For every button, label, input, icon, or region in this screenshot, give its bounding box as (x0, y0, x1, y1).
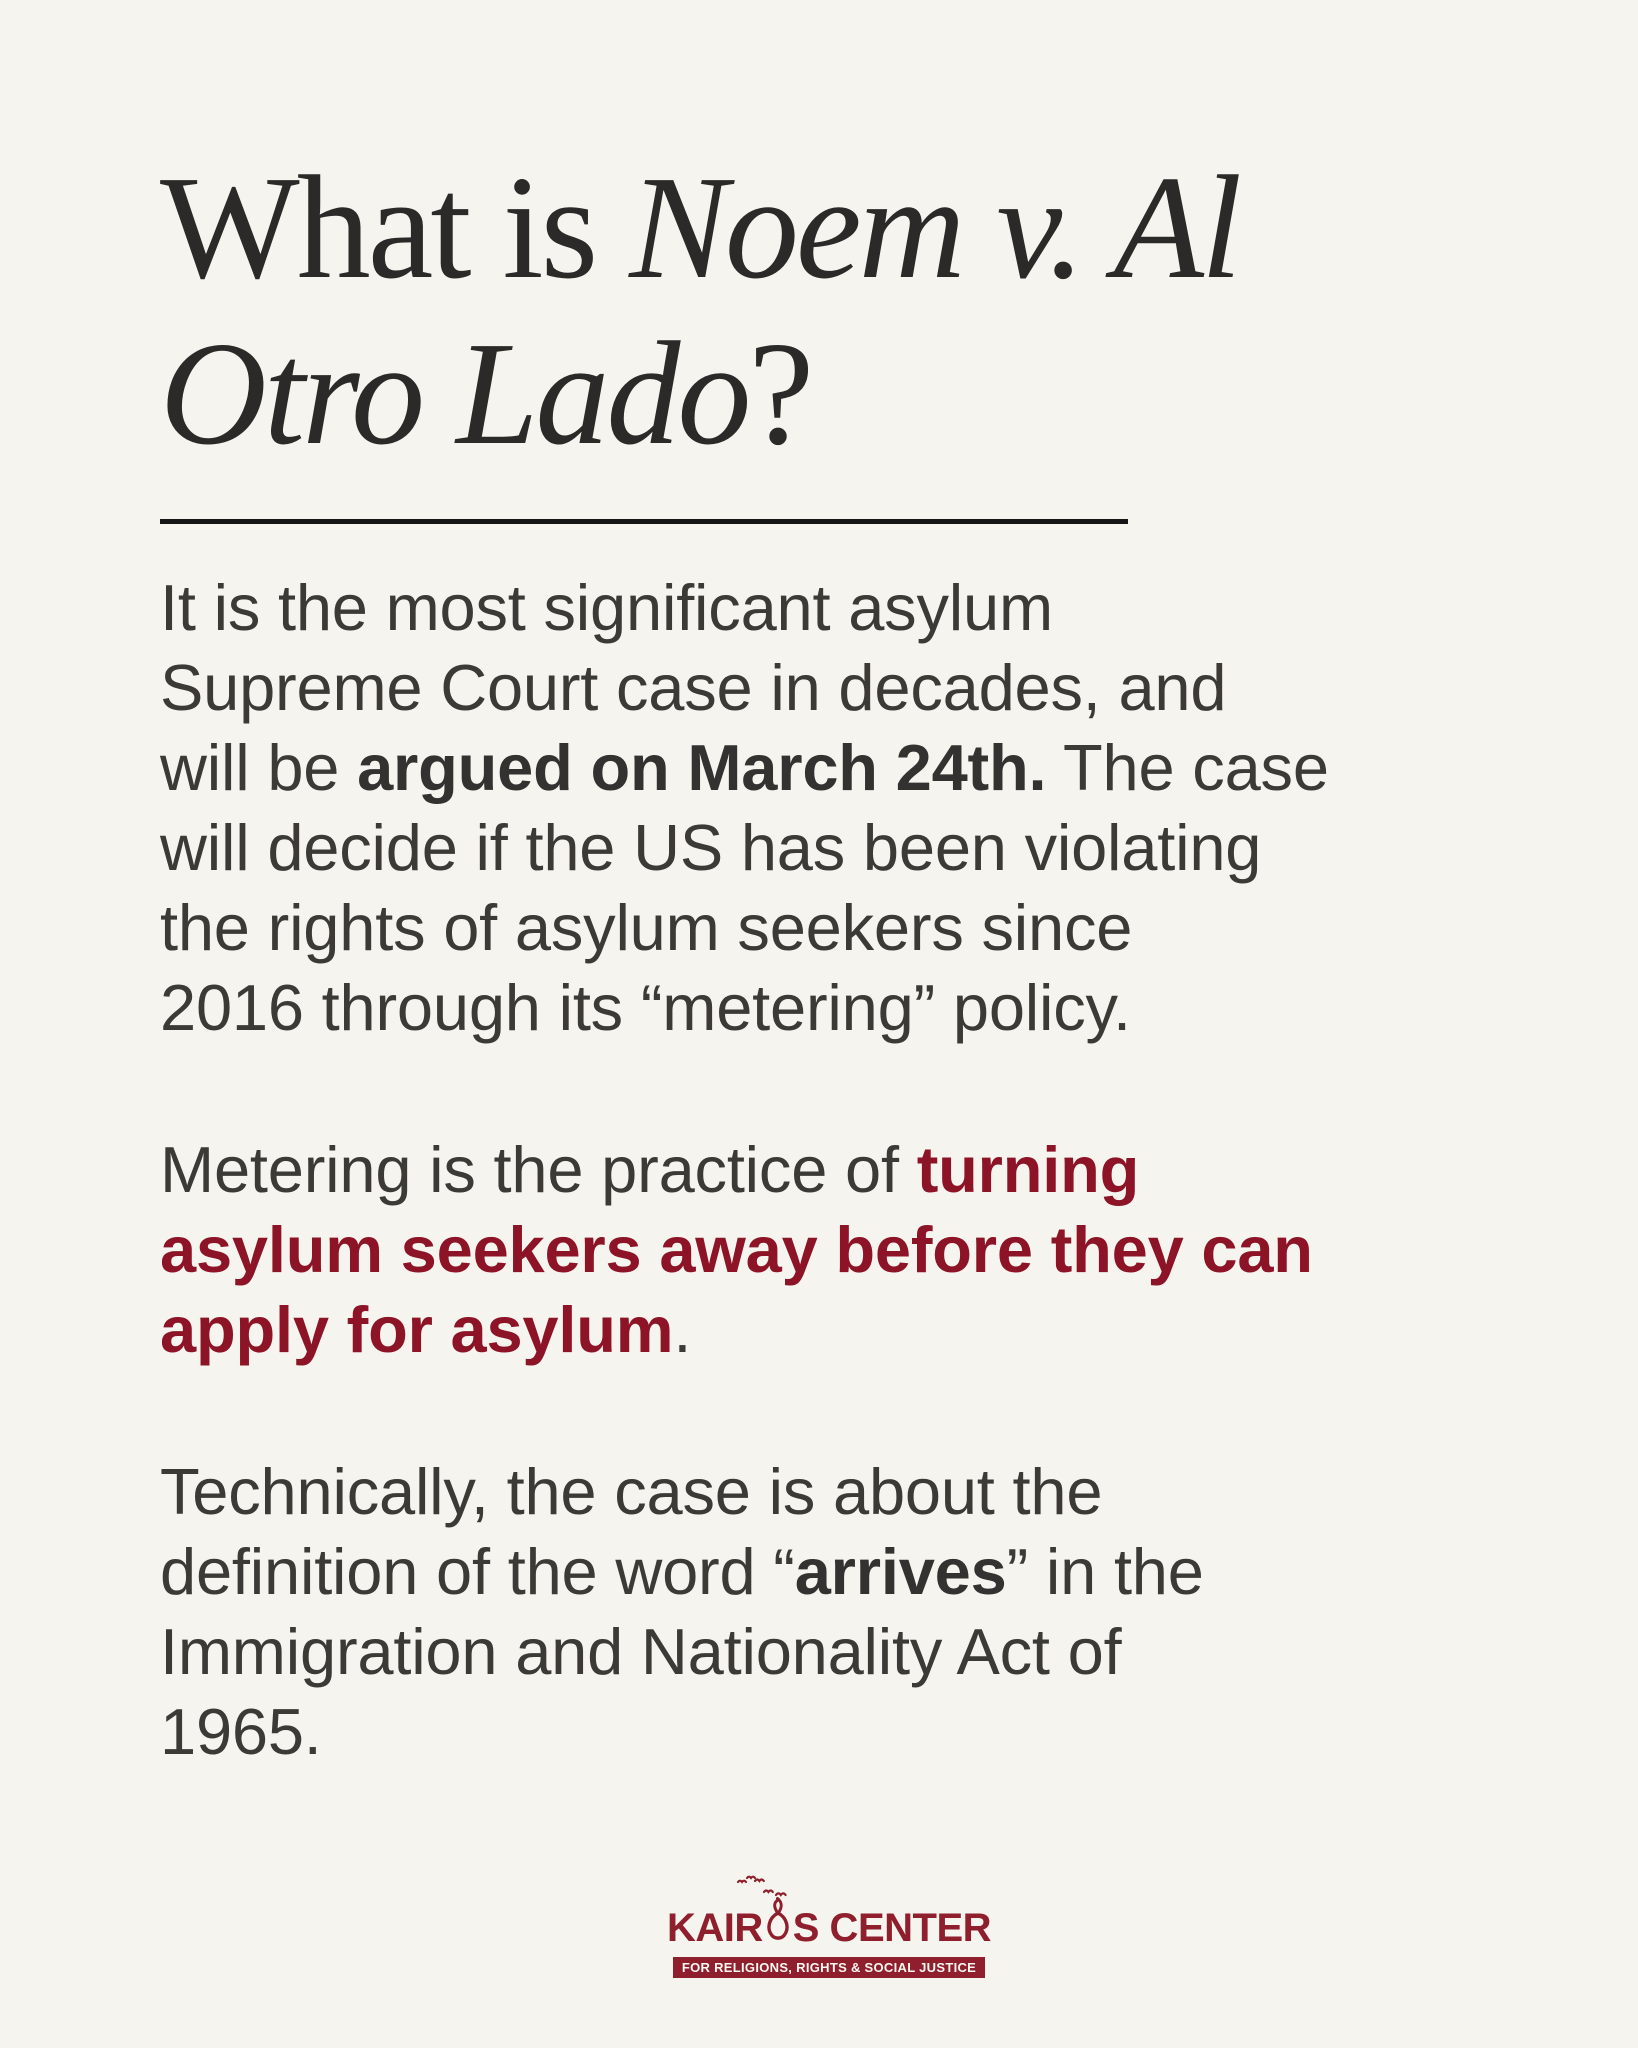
text-run: 1965. (160, 1695, 322, 1768)
text-run: arrives (794, 1535, 1007, 1608)
text-run: . (673, 1293, 692, 1366)
title-divider (160, 519, 1128, 524)
text-run: Otro Lado (160, 312, 749, 476)
text-run: Metering is the practice of (160, 1133, 917, 1206)
text-run: will be (160, 731, 358, 804)
text-run: definition of the word “ (160, 1535, 795, 1608)
paragraph (160, 1452, 1498, 1772)
logo-tagline: FOR RELIGIONS, RIGHTS & SOCIAL JUSTICE (681, 1960, 977, 1975)
kairos-center-logo (160, 1900, 1498, 1978)
text-run: asylum seekers away before they can (160, 1213, 1313, 1286)
text-run: The case (1046, 731, 1329, 804)
text-run: What is (160, 146, 630, 310)
text-run: Noem v. Al (629, 146, 1240, 310)
text-run: Technically, the case is about the (160, 1455, 1103, 1528)
logo-wordmark-right: S CENTER (792, 1906, 992, 1950)
text-run: 2016 through its “metering” policy. (160, 971, 1131, 1044)
text-run: It is the most significant asylum (160, 571, 1053, 644)
text-run: Immigration and Nationality Act of (160, 1615, 1122, 1688)
page-title (160, 0, 1498, 477)
paragraph (160, 1130, 1498, 1370)
text-run: ” in the (1006, 1535, 1204, 1608)
text-run: Supreme Court case in decades, and (160, 651, 1227, 724)
body-text (160, 568, 1498, 1772)
text-run: will decide if the US has been violating (160, 811, 1262, 884)
logo-tagline-bar (673, 1957, 985, 1978)
text-run: ? (748, 312, 812, 476)
text-run: apply for asylum (160, 1293, 674, 1366)
kairos-loop-birds-icon (764, 1900, 792, 1940)
text-run: the rights of asylum seekers since (160, 891, 1133, 964)
paragraph (160, 568, 1498, 1048)
text-run: argued on March 24th. (357, 731, 1047, 804)
logo-wordmark-left: KAIR (666, 1906, 763, 1950)
logo-wordmark (667, 1900, 991, 1948)
text-run: turning (916, 1133, 1140, 1206)
